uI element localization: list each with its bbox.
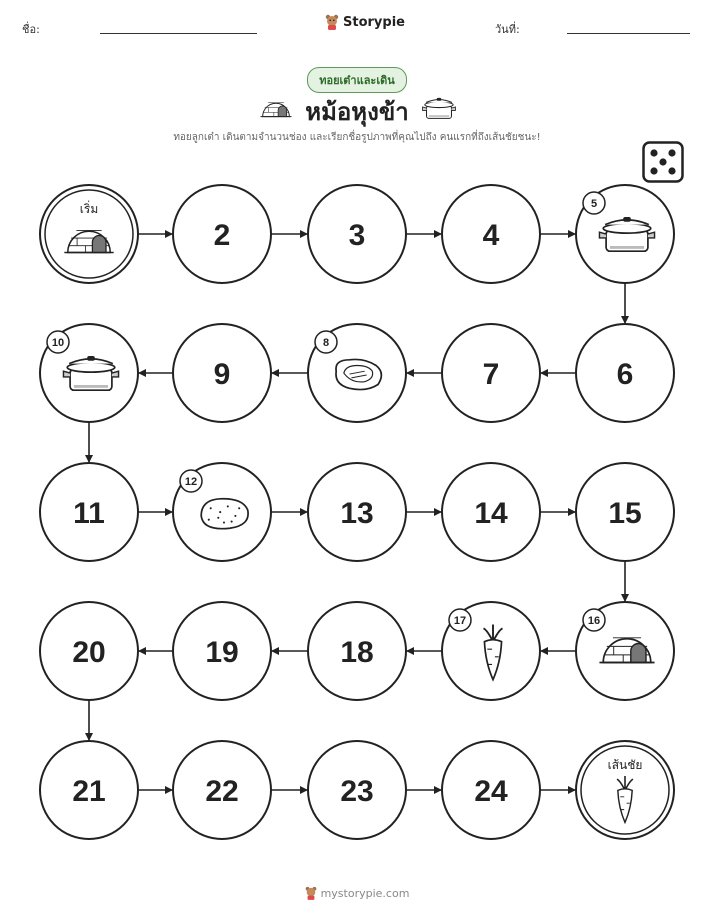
game-type-badge: ทอยเต๋าและเดิน xyxy=(307,67,407,93)
date-label: วันที่: xyxy=(495,23,520,36)
board-space-9 xyxy=(173,324,271,422)
name-label: ชื่อ: xyxy=(22,23,40,36)
board-space-20 xyxy=(40,602,138,700)
board-space-4 xyxy=(442,185,540,283)
board-space-7 xyxy=(442,324,540,422)
board-space-22 xyxy=(173,741,271,839)
space-number: 13 xyxy=(340,497,374,530)
board-space-6 xyxy=(576,324,674,422)
board-space-21 xyxy=(40,741,138,839)
brand-name: Storypie xyxy=(343,14,405,30)
board-space-17 xyxy=(442,602,540,700)
board-space-3 xyxy=(308,185,406,283)
footer-bear-icon xyxy=(305,886,317,900)
footer-url[interactable]: mystorypie.com xyxy=(320,886,410,900)
board-space-10 xyxy=(40,324,138,422)
board-space-16 xyxy=(576,602,674,700)
board-space-19 xyxy=(173,602,271,700)
space-number: 14 xyxy=(474,497,508,530)
board-space-1 xyxy=(40,185,138,283)
board-space-25 xyxy=(576,741,674,839)
space-number: 12 xyxy=(184,476,198,488)
board-space-24 xyxy=(442,741,540,839)
board-space-23 xyxy=(308,741,406,839)
space-number: 15 xyxy=(608,497,642,530)
space-number: 21 xyxy=(72,775,106,808)
space-number: 16 xyxy=(587,615,601,627)
board-space-11 xyxy=(40,463,138,561)
space-number: 19 xyxy=(205,636,239,669)
space-number: 4 xyxy=(482,219,500,252)
board-space-5 xyxy=(576,185,674,283)
board-space-15 xyxy=(576,463,674,561)
space-number: 9 xyxy=(213,358,231,391)
space-number: 22 xyxy=(205,775,239,808)
space-number: 23 xyxy=(340,775,374,808)
space-number: 11 xyxy=(73,497,105,530)
board-space-14 xyxy=(442,463,540,561)
space-number: 24 xyxy=(474,775,508,808)
potato-icon xyxy=(201,499,248,529)
space-number: 17 xyxy=(453,615,467,627)
space-number: 18 xyxy=(340,636,374,669)
footer xyxy=(0,886,714,900)
board-space-13 xyxy=(308,463,406,561)
space-number: 2 xyxy=(213,219,231,252)
finish-label: เส้นชัย xyxy=(607,758,643,772)
board-space-8 xyxy=(308,324,406,422)
start-label: เริ่ม xyxy=(79,202,99,216)
board-space-18 xyxy=(308,602,406,700)
space-number: 8 xyxy=(322,337,330,349)
board-space-2 xyxy=(173,185,271,283)
space-number: 7 xyxy=(482,358,500,391)
space-number: 5 xyxy=(590,198,598,210)
steak-icon xyxy=(336,359,381,389)
space-number: 6 xyxy=(616,358,634,391)
page-title-text: หม้อหุงข้า xyxy=(305,98,409,126)
instructions: ทอยลูกเต๋า เดินตามจำนวนช่อง และเรียกชื่อรูปภาพที่คุณไปถึง คนแรกที่ถึงเส้นชัยชนะ! xyxy=(173,132,541,143)
space-number: 10 xyxy=(51,337,65,349)
space-number: 20 xyxy=(72,636,106,669)
space-number: 3 xyxy=(348,219,366,252)
board-space-12 xyxy=(173,463,271,561)
